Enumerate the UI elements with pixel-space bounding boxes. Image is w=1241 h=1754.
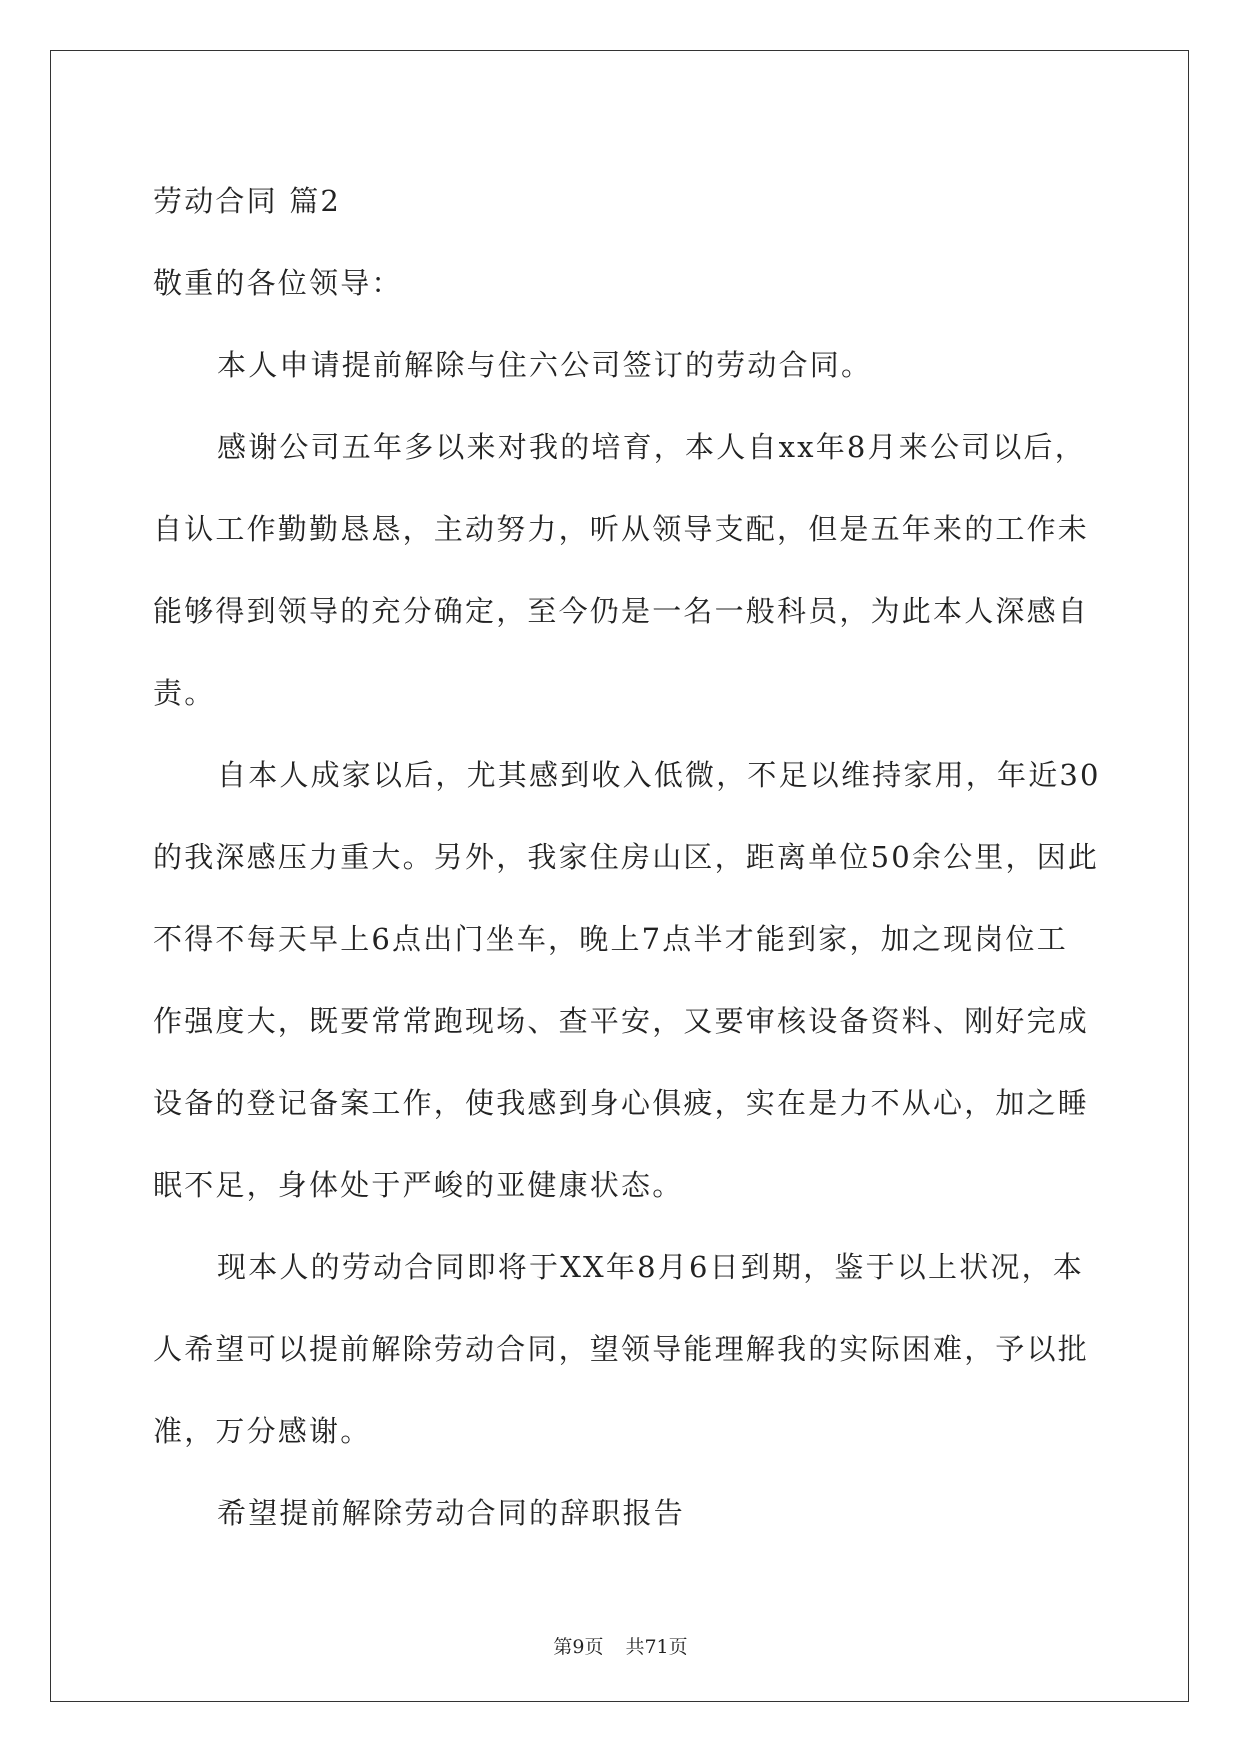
paragraph-3 — [153, 734, 1101, 1226]
paragraph-line: 自本人成家以后，尤其感到收入低微，不足以维持家用，年近30 — [217, 758, 1101, 792]
page-footer — [0, 1632, 1241, 1659]
paragraph-line: 人希望可以提前解除劳动合同，望领导能理解我的实际困难，予以批 — [153, 1332, 1090, 1366]
document-heading: 劳动合同 篇2 — [153, 184, 342, 218]
paragraph-4 — [153, 1226, 1097, 1472]
paragraph-line: 眠不足，身体处于严峻的亚健康状态。 — [153, 1168, 684, 1202]
paragraph-line: 希望提前解除劳动合同的辞职报告 — [217, 1496, 686, 1530]
paragraph-2 — [153, 406, 1097, 734]
paragraph-line: 现本人的劳动合同即将于XX年8月6日到期，鉴于以上状况，本 — [217, 1250, 1084, 1284]
page-number: 第9页 — [553, 1636, 604, 1658]
paragraph-line: 作强度大，既要常常跑现场、查平安，又要审核设备资料、刚好完成 — [153, 1004, 1090, 1038]
salutation: 敬重的各位领导： — [153, 266, 403, 300]
paragraph-5 — [153, 1472, 1097, 1554]
paragraph-line: 不得不每天早上6点出门坐车，晚上7点半才能到家，加之现岗位工 — [153, 922, 1068, 956]
paragraph-line: 本人申请提前解除与住六公司签订的劳动合同。 — [217, 348, 873, 382]
paragraph-line: 自认工作勤勤恳恳，主动努力，听从领导支配，但是五年来的工作未 — [153, 512, 1090, 546]
paragraph-line: 的我深感压力重大。另外，我家住房山区，距离单位50余公里，因此 — [153, 840, 1100, 874]
paragraph-line: 感谢公司五年多以来对我的培育，本人自xx年8月来公司以后， — [217, 430, 1086, 464]
page-total: 共71页 — [625, 1636, 688, 1658]
paragraph-line: 责。 — [153, 676, 216, 710]
paragraph-line: 准，万分感谢。 — [153, 1414, 372, 1448]
paragraph-line: 能够得到领导的充分确定，至今仍是一名一般科员，为此本人深感自 — [153, 594, 1090, 628]
paragraph-line: 设备的登记备案工作，使我感到身心俱疲，实在是力不从心，加之睡 — [153, 1086, 1090, 1120]
paragraph-1 — [153, 324, 1097, 406]
document-body — [153, 160, 1101, 1554]
